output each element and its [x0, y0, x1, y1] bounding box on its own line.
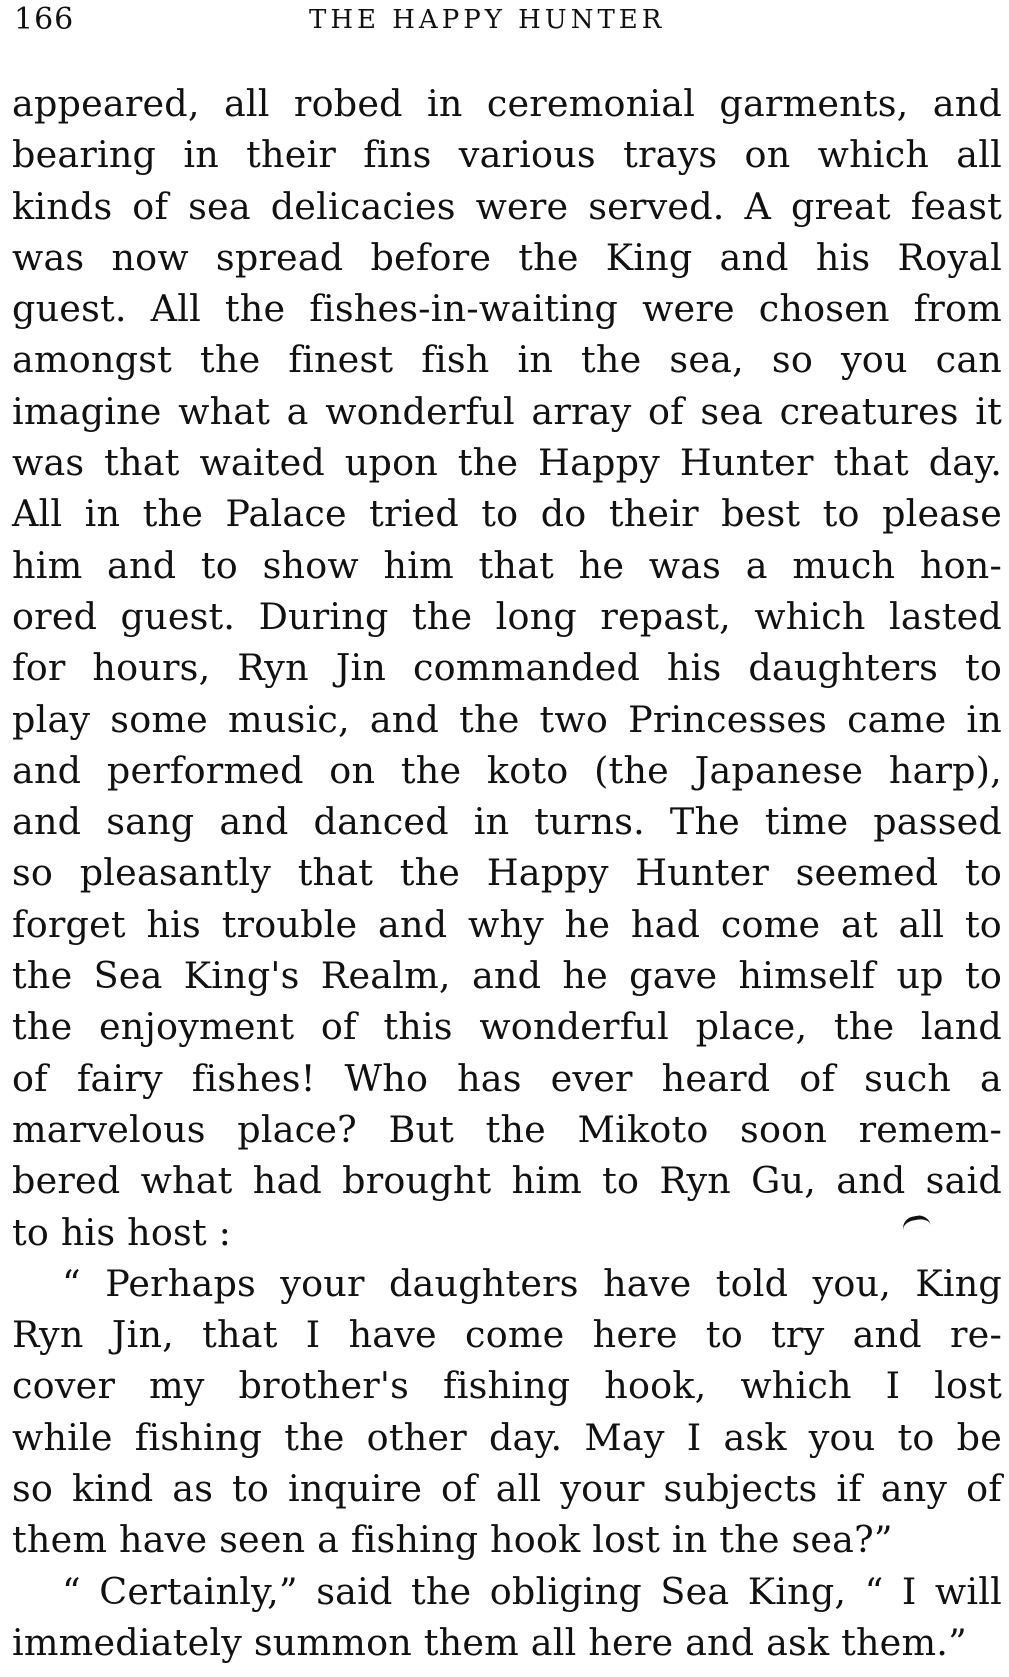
text-line: for hours, Ryn Jin commanded his daughters to	[12, 646, 1002, 690]
text-line: the enjoyment of this wonderful place, the land	[12, 1005, 1002, 1049]
text-line: bered what had brought him to Ryn Gu, and said	[12, 1159, 1002, 1203]
page-header	[14, 0, 995, 40]
text-line: “ Certainly,” said the obliging Sea King, “ I will	[62, 1569, 1002, 1613]
text-line: immediately summon them all here and ask them.”	[12, 1620, 967, 1664]
text-line: “ Perhaps your daughters have told you, King	[62, 1261, 1002, 1305]
text-line: of fairy fishes! Who has ever heard of such a	[12, 1056, 1002, 1100]
text-line: imagine what a wonderful array of sea creatures it	[12, 389, 1002, 433]
text-line: and performed on the koto (the Japanese harp),	[12, 748, 1002, 792]
text-line: so kind as to inquire of all your subjects if any of	[12, 1467, 1002, 1511]
text-line: to his host :	[12, 1210, 232, 1254]
text-line: kinds of sea delicacies were served. A great feast	[12, 184, 1002, 228]
text-line: while fishing the other day. May I ask you to be	[12, 1415, 1002, 1459]
text-line: marvelous place? But the Mikoto soon remem-	[12, 1107, 1002, 1151]
text-line: forget his trouble and why he had come at all to	[12, 902, 1002, 946]
text-line: so pleasantly that the Happy Hunter seemed to	[12, 851, 1002, 895]
text-line: ored guest. During the long repast, which lasted	[12, 594, 1002, 638]
text-line: All in the Palace tried to do their best to please	[12, 492, 1002, 536]
text-line: was that waited upon the Happy Hunter that day.	[12, 441, 1002, 485]
running-head: THE HAPPY HUNTER	[309, 5, 666, 35]
text-line: and sang and danced in turns. The time passed	[12, 800, 1002, 844]
text-line: cover my brother's fishing hook, which I lost	[12, 1364, 1002, 1408]
text-line: Ryn Jin, that I have come here to try and re-	[12, 1313, 1002, 1357]
body-text	[12, 78, 1002, 1668]
text-line: the Sea King's Realm, and he gave himself up to	[12, 954, 1002, 998]
text-line: bearing in their fins various trays on which all	[12, 133, 1002, 177]
text-line: them have seen a fishing hook lost in the sea?”	[12, 1518, 893, 1562]
page-number: 166	[14, 2, 75, 37]
text-line: him and to show him that he was a much hon-	[12, 543, 1002, 587]
text-line: was now spread before the King and his Royal	[12, 235, 1002, 279]
text-line: play some music, and the two Princesses came in	[12, 697, 1002, 741]
text-line: guest. All the fishes-in-waiting were chosen from	[12, 287, 1002, 331]
text-line: amongst the finest fish in the sea, so you can	[12, 338, 1002, 382]
text-line: appeared, all robed in ceremonial garments, and	[12, 82, 1002, 125]
